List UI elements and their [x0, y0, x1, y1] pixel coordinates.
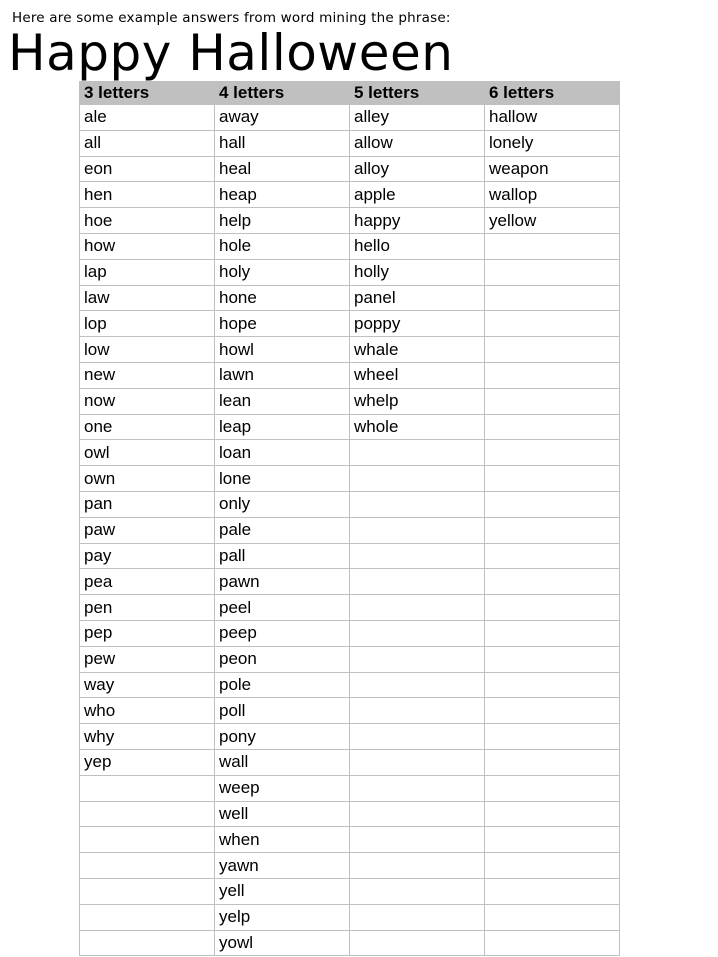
- word-cell: [485, 595, 620, 621]
- word-cell: yep: [80, 749, 215, 775]
- word-cell: lop: [80, 311, 215, 337]
- word-cell: [350, 491, 485, 517]
- word-cell: help: [215, 208, 350, 234]
- word-cell: [485, 414, 620, 440]
- word-cell: [485, 930, 620, 956]
- word-cell: law: [80, 285, 215, 311]
- word-cell: [485, 259, 620, 285]
- word-cell: pep: [80, 620, 215, 646]
- table-row: [80, 698, 620, 724]
- table-row: [80, 362, 620, 388]
- word-cell: owl: [80, 440, 215, 466]
- word-cell: yell: [215, 878, 350, 904]
- word-cell: [485, 853, 620, 879]
- word-cell: [485, 543, 620, 569]
- word-cell: poll: [215, 698, 350, 724]
- word-cell: peon: [215, 646, 350, 672]
- word-cell: [350, 930, 485, 956]
- word-cell: own: [80, 466, 215, 492]
- word-cell: whelp: [350, 388, 485, 414]
- word-cell: only: [215, 491, 350, 517]
- table-row: [80, 930, 620, 956]
- word-cell: hallow: [485, 105, 620, 131]
- word-cell: [485, 672, 620, 698]
- table-row: [80, 466, 620, 492]
- word-cell: happy: [350, 208, 485, 234]
- word-cell: [350, 543, 485, 569]
- word-cell: eon: [80, 156, 215, 182]
- word-cell: heal: [215, 156, 350, 182]
- word-cell: paw: [80, 517, 215, 543]
- table-row: [80, 285, 620, 311]
- word-cell: yelp: [215, 904, 350, 930]
- table-row: [80, 801, 620, 827]
- word-cell: poppy: [350, 311, 485, 337]
- word-cell: [350, 569, 485, 595]
- word-cell: [350, 440, 485, 466]
- table-row: [80, 904, 620, 930]
- word-cell: well: [215, 801, 350, 827]
- word-cell: [350, 595, 485, 621]
- word-cell: holy: [215, 259, 350, 285]
- word-cell: pony: [215, 724, 350, 750]
- word-cell: pew: [80, 646, 215, 672]
- word-cell: pen: [80, 595, 215, 621]
- word-cell: [350, 672, 485, 698]
- word-cell: away: [215, 105, 350, 131]
- word-cell: [485, 827, 620, 853]
- word-cell: [485, 517, 620, 543]
- word-cell: [485, 620, 620, 646]
- word-cell: [485, 698, 620, 724]
- word-cell: [485, 337, 620, 363]
- word-cell: [350, 749, 485, 775]
- column-header: 4 letters: [215, 82, 350, 105]
- word-cell: hall: [215, 130, 350, 156]
- word-cell: pole: [215, 672, 350, 698]
- table-row: [80, 311, 620, 337]
- word-cell: hen: [80, 182, 215, 208]
- word-table: [79, 81, 620, 956]
- table-row: [80, 749, 620, 775]
- word-cell: [80, 827, 215, 853]
- column-header: 6 letters: [485, 82, 620, 105]
- word-cell: weep: [215, 775, 350, 801]
- table-row: [80, 440, 620, 466]
- word-cell: allow: [350, 130, 485, 156]
- table-row: [80, 208, 620, 234]
- word-cell: holly: [350, 259, 485, 285]
- word-cell: [350, 724, 485, 750]
- word-cell: lawn: [215, 362, 350, 388]
- table-row: [80, 337, 620, 363]
- word-cell: [485, 878, 620, 904]
- word-cell: peel: [215, 595, 350, 621]
- word-cell: [350, 775, 485, 801]
- word-cell: now: [80, 388, 215, 414]
- word-cell: pawn: [215, 569, 350, 595]
- table-row: [80, 543, 620, 569]
- table-row: [80, 414, 620, 440]
- word-cell: hoe: [80, 208, 215, 234]
- word-cell: [485, 724, 620, 750]
- word-cell: yawn: [215, 853, 350, 879]
- word-cell: low: [80, 337, 215, 363]
- intro-text: Here are some example answers from word mining the phrase:: [12, 10, 451, 26]
- table-row: [80, 620, 620, 646]
- word-cell: hello: [350, 233, 485, 259]
- word-cell: one: [80, 414, 215, 440]
- column-header: 3 letters: [80, 82, 215, 105]
- word-cell: [485, 904, 620, 930]
- word-cell: [80, 930, 215, 956]
- word-cell: way: [80, 672, 215, 698]
- table-row: [80, 233, 620, 259]
- table-row: [80, 569, 620, 595]
- word-cell: all: [80, 130, 215, 156]
- word-cell: hope: [215, 311, 350, 337]
- table-row: [80, 672, 620, 698]
- table-row: [80, 130, 620, 156]
- table-row: [80, 517, 620, 543]
- word-cell: [485, 569, 620, 595]
- word-cell: pan: [80, 491, 215, 517]
- word-cell: [80, 904, 215, 930]
- word-cell: pale: [215, 517, 350, 543]
- word-cell: [350, 517, 485, 543]
- word-cell: [350, 853, 485, 879]
- word-cell: leap: [215, 414, 350, 440]
- word-cell: alley: [350, 105, 485, 131]
- word-cell: [485, 775, 620, 801]
- word-cell: wheel: [350, 362, 485, 388]
- word-cell: [350, 646, 485, 672]
- word-table-body: [80, 105, 620, 956]
- table-row: [80, 827, 620, 853]
- column-header: 5 letters: [350, 82, 485, 105]
- word-cell: [80, 878, 215, 904]
- word-cell: why: [80, 724, 215, 750]
- word-cell: how: [80, 233, 215, 259]
- word-cell: peep: [215, 620, 350, 646]
- word-cell: [80, 801, 215, 827]
- word-cell: whale: [350, 337, 485, 363]
- word-cell: [350, 698, 485, 724]
- table-row: [80, 388, 620, 414]
- table-row: [80, 775, 620, 801]
- word-cell: apple: [350, 182, 485, 208]
- word-cell: [80, 853, 215, 879]
- word-cell: [485, 801, 620, 827]
- table-row: [80, 595, 620, 621]
- word-cell: who: [80, 698, 215, 724]
- word-cell: hone: [215, 285, 350, 311]
- word-cell: lap: [80, 259, 215, 285]
- table-row: [80, 156, 620, 182]
- word-cell: whole: [350, 414, 485, 440]
- word-cell: wall: [215, 749, 350, 775]
- word-cell: hole: [215, 233, 350, 259]
- word-cell: [350, 801, 485, 827]
- word-cell: [350, 827, 485, 853]
- table-row: [80, 724, 620, 750]
- word-cell: pay: [80, 543, 215, 569]
- word-cell: heap: [215, 182, 350, 208]
- word-cell: [80, 775, 215, 801]
- table-row: [80, 259, 620, 285]
- word-cell: weapon: [485, 156, 620, 182]
- table-row: [80, 646, 620, 672]
- header-row: [80, 82, 620, 105]
- word-cell: alloy: [350, 156, 485, 182]
- word-cell: [485, 388, 620, 414]
- word-cell: [485, 311, 620, 337]
- word-cell: [485, 749, 620, 775]
- word-cell: new: [80, 362, 215, 388]
- word-cell: [485, 646, 620, 672]
- table-row: [80, 491, 620, 517]
- word-cell: [485, 285, 620, 311]
- word-cell: [485, 491, 620, 517]
- word-cell: pall: [215, 543, 350, 569]
- phrase-title: Happy Halloween: [8, 24, 454, 82]
- word-cell: [485, 440, 620, 466]
- word-cell: pea: [80, 569, 215, 595]
- word-cell: when: [215, 827, 350, 853]
- table-row: [80, 182, 620, 208]
- word-cell: [485, 362, 620, 388]
- word-cell: [350, 466, 485, 492]
- word-cell: [485, 466, 620, 492]
- word-cell: panel: [350, 285, 485, 311]
- word-cell: lone: [215, 466, 350, 492]
- word-cell: lean: [215, 388, 350, 414]
- word-cell: howl: [215, 337, 350, 363]
- word-cell: loan: [215, 440, 350, 466]
- word-cell: yellow: [485, 208, 620, 234]
- word-cell: [485, 233, 620, 259]
- word-cell: yowl: [215, 930, 350, 956]
- word-cell: lonely: [485, 130, 620, 156]
- word-cell: [350, 904, 485, 930]
- word-cell: [350, 878, 485, 904]
- word-cell: ale: [80, 105, 215, 131]
- word-cell: [350, 620, 485, 646]
- table-row: [80, 105, 620, 131]
- word-cell: wallop: [485, 182, 620, 208]
- table-row: [80, 853, 620, 879]
- table-row: [80, 878, 620, 904]
